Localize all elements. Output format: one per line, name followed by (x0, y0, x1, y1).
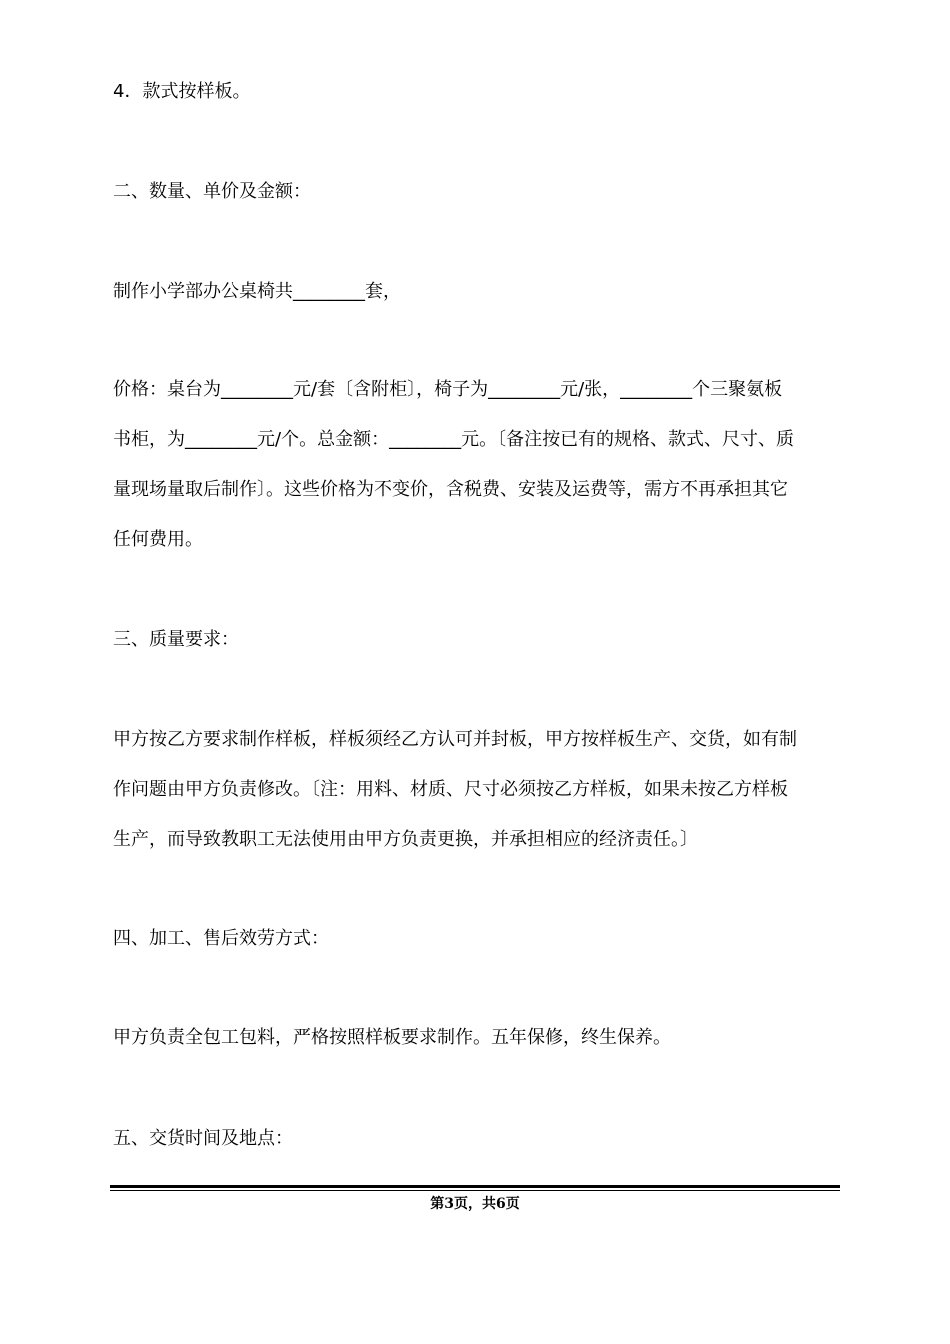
heading-quantity-price: 二、数量、单价及金额： (113, 181, 311, 202)
footer-divider-thick (110, 1185, 840, 1188)
paragraph-price-line-3: 量现场量取后制作〕。这些价格为不变价，含税费、安装及运费等，需方不再承担其它 (113, 479, 788, 500)
heading-service: 四、加工、售后效劳方式： (113, 928, 329, 949)
paragraph-price-line-2: 书柜，为________元/个。总金额：________元。〔备注按已有的规格、款式、尺寸、质 (113, 429, 795, 450)
paragraph-price-line-1: 价格：桌台为________元/套〔含附柜〕，椅子为________元/张，________个三聚氨板 (113, 379, 783, 400)
paragraph-quality-line-1: 甲方按乙方要求制作样板，样板须经乙方认可并封板，甲方按样板生产、交货，如有制 (113, 729, 797, 750)
paragraph-service: 甲方负责全包工包料，严格按照样板要求制作。五年保修，终生保养。 (113, 1027, 671, 1048)
paragraph-quantity: 制作小学部办公桌椅共________套， (113, 281, 401, 302)
footer-divider-thin (110, 1190, 840, 1191)
heading-delivery: 五、交货时间及地点： (113, 1128, 293, 1149)
paragraph-quality-line-3: 生产，而导致教职工无法使用由甲方负责更换，并承担相应的经济责任。〕 (113, 829, 698, 850)
paragraph-price-line-4: 任何费用。 (113, 529, 203, 550)
page-number: 第3页，共6页 (430, 1196, 520, 1212)
heading-quality: 三、质量要求： (113, 629, 239, 650)
paragraph-quality-line-2: 作问题由甲方负责修改。〔注：用料、材质、尺寸必须按乙方样板，如果未按乙方样板 (113, 779, 788, 800)
item-4-style: 4．款式按样板。 (113, 81, 251, 102)
